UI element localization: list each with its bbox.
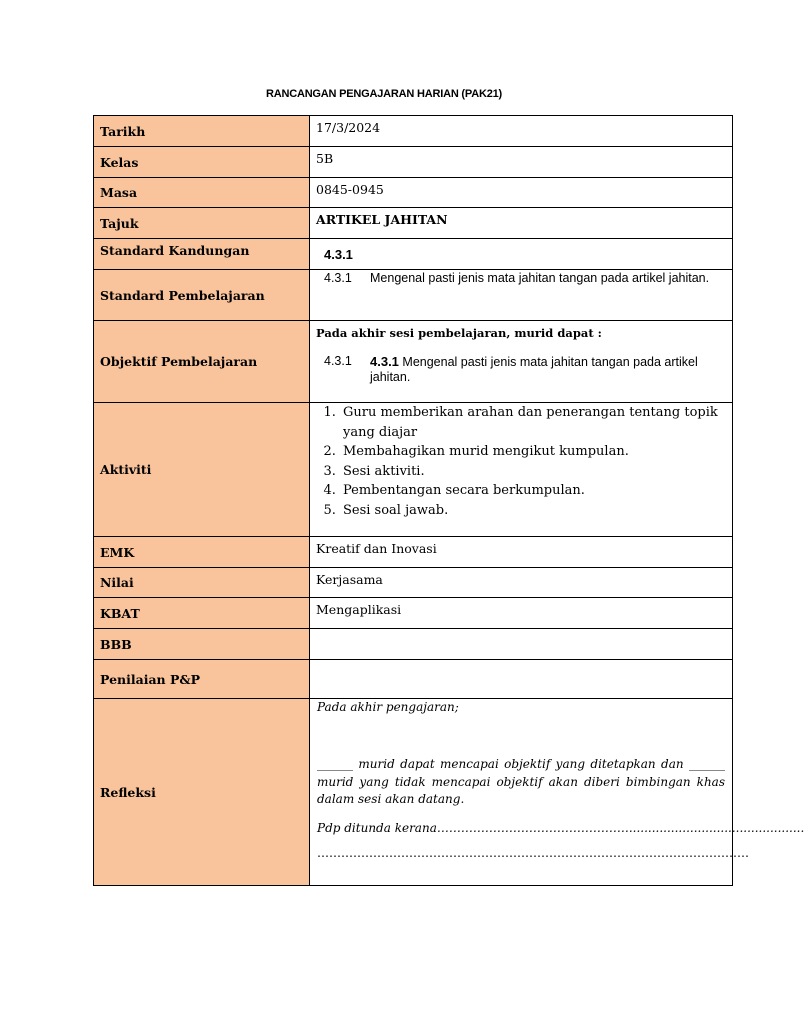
aktiviti-item: 5. Sesi soal jawab. bbox=[340, 501, 726, 521]
value-emk: Kreatif dan Inovasi bbox=[310, 537, 733, 568]
value-tarikh: 17/3/2024 bbox=[310, 116, 733, 147]
aktiviti-item: 2. Membahagikan murid mengikut kumpulan. bbox=[340, 442, 726, 462]
objektif-text-wrap bbox=[370, 354, 726, 385]
objektif-item bbox=[316, 354, 726, 385]
aktiviti-item: 3. Sesi aktiviti. bbox=[340, 462, 726, 482]
row-tarikh bbox=[94, 116, 733, 147]
standard-pembelajaran-code: 4.3.1 bbox=[324, 271, 352, 285]
row-refleksi bbox=[94, 699, 733, 886]
objektif-text: Mengenal pasti jenis mata jahitan tangan pada artikel jahitan. bbox=[370, 355, 698, 384]
objektif-bold-code: 4.3.1 bbox=[370, 354, 399, 369]
row-objektif bbox=[94, 321, 733, 403]
label-aktiviti: Aktiviti bbox=[94, 403, 310, 537]
value-nilai: Kerjasama bbox=[310, 568, 733, 598]
row-aktiviti bbox=[94, 403, 733, 537]
value-standard-pembelajaran-cell bbox=[310, 270, 733, 321]
value-standard-kandungan-cell bbox=[310, 239, 733, 270]
value-standard-kandungan: 4.3.1 bbox=[324, 247, 353, 262]
label-refleksi: Refleksi bbox=[94, 699, 310, 886]
refleksi-dots-line: ……………………………………………………………………………………………… bbox=[317, 845, 749, 860]
label-standard-pembelajaran: Standard Pembelajaran bbox=[94, 270, 310, 321]
label-standard-kandungan: Standard Kandungan bbox=[94, 239, 310, 270]
value-kelas: 5B bbox=[310, 147, 733, 178]
aktiviti-item: 4. Pembentangan secara berkumpulan. bbox=[340, 481, 726, 501]
label-kbat: KBAT bbox=[94, 598, 310, 629]
value-objektif-cell bbox=[310, 321, 733, 403]
aktiviti-item: 1. Guru memberikan arahan dan penerangan tentang topik yang diajar bbox=[340, 403, 726, 442]
lesson-plan-table bbox=[93, 115, 804, 886]
refleksi-intro: Pada akhir pengajaran; bbox=[317, 700, 459, 714]
value-kbat: Mengaplikasi bbox=[310, 598, 733, 629]
label-masa: Masa bbox=[94, 178, 310, 208]
label-tarikh: Tarikh bbox=[94, 116, 310, 147]
row-penilaian bbox=[94, 660, 733, 699]
value-bbb bbox=[310, 629, 733, 660]
refleksi-pdp-line: Pdp ditunda kerana………………………………………….............................................. bbox=[317, 820, 804, 835]
refleksi-body: ______ murid dapat mencapai objektif yang ditetapkan dan ______ murid yang tidak mencapai objektif akan diberi bimbingan khas dalam sesi akan datang. bbox=[317, 757, 725, 806]
label-penilaian: Penilaian P&P bbox=[94, 660, 310, 699]
value-refleksi-cell bbox=[310, 699, 804, 886]
value-tajuk: ARTIKEL JAHITAN bbox=[310, 208, 733, 239]
row-standard-pembelajaran bbox=[94, 270, 733, 321]
standard-pembelajaran-text: Mengenal pasti jenis mata jahitan tangan pada artikel jahitan. bbox=[370, 271, 710, 285]
value-penilaian bbox=[310, 660, 733, 699]
row-nilai bbox=[94, 568, 733, 598]
row-emk bbox=[94, 537, 733, 568]
value-masa: 0845-0945 bbox=[310, 178, 733, 208]
row-kbat bbox=[94, 598, 733, 629]
row-tajuk bbox=[94, 208, 733, 239]
label-nilai: Nilai bbox=[94, 568, 310, 598]
objektif-code: 4.3.1 bbox=[324, 354, 352, 368]
row-masa bbox=[94, 178, 733, 208]
label-emk: EMK bbox=[94, 537, 310, 568]
label-kelas: Kelas bbox=[94, 147, 310, 178]
row-bbb bbox=[94, 629, 733, 660]
document-title: RANCANGAN PENGAJARAN HARIAN (PAK21) bbox=[265, 88, 503, 100]
value-aktiviti-cell bbox=[310, 403, 733, 537]
aktiviti-list bbox=[316, 403, 726, 520]
objektif-intro: Pada akhir sesi pembelajaran, murid dapat : bbox=[316, 326, 602, 340]
label-bbb: BBB bbox=[94, 629, 310, 660]
label-objektif: Objektif Pembelajaran bbox=[94, 321, 310, 403]
row-standard-kandungan bbox=[94, 239, 733, 270]
label-tajuk: Tajuk bbox=[94, 208, 310, 239]
row-kelas bbox=[94, 147, 733, 178]
standard-pembelajaran-item bbox=[316, 271, 726, 286]
